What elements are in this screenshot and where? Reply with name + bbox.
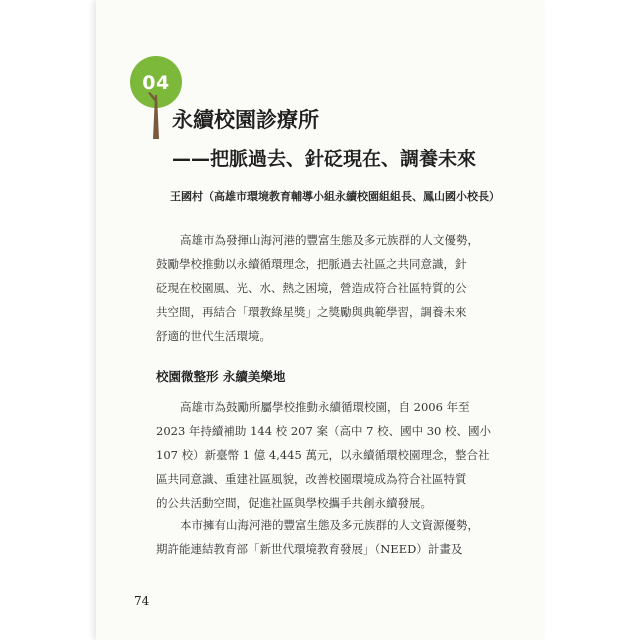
page-title: 永續校園診療所	[172, 108, 319, 132]
text-line: 區共同意識、重建社區風貌，改善校園環境成為符合社區特質	[156, 472, 467, 486]
text-line: 舒適的世代生活環境。	[156, 329, 271, 343]
paragraph-resources	[156, 513, 502, 561]
text-line: 的公共活動空間，促進社區與學校攜手共創永續發展。	[156, 496, 432, 510]
section-heading: 校園微整形 永續美樂地	[156, 369, 286, 384]
text-line: 砭現在校園風、光、水、熱之困境，營造成符合社區特質的公	[156, 281, 467, 295]
text-line: 期許能連結教育部「新世代環境教育發展」（NEED）計畫及	[156, 542, 463, 556]
paragraph-intro	[156, 228, 502, 348]
text-line: 鼓勵學校推動以永續循環理念，把脈過去社區之共同意識，針	[156, 257, 467, 271]
page-subtitle: ——把脈過去、針砭現在、調養未來	[172, 148, 477, 170]
text-line: 高雄市為發揮山海河港的豐富生態及多元族群的人文優勢，	[180, 233, 479, 247]
author-line: 王國村（高雄市環境教育輔導小組永續校園組組長、鳳山國小校長）	[170, 190, 500, 203]
text-line: 共空間，再結合「環教綠星獎」之獎勵與典範學習，調養未來	[156, 305, 467, 319]
chapter-number: 04	[142, 72, 170, 94]
text-line: 107 校）新臺幣 1 億 4,445 萬元，以永續循環校園理念，整合社	[156, 448, 490, 462]
text-line: 2023 年持續補助 144 校 207 案（高中 7 校、國中 30 校、國小	[156, 424, 492, 438]
paragraph-funding	[156, 395, 502, 515]
text-line: 本市擁有山海河港的豐富生態及多元族群的人文資源優勢，	[180, 518, 479, 532]
page-number: 74	[134, 594, 150, 608]
book-page	[96, 0, 544, 640]
text-line: 高雄市為鼓勵所屬學校推動永續循環校園，自 2006 年至	[180, 400, 470, 414]
